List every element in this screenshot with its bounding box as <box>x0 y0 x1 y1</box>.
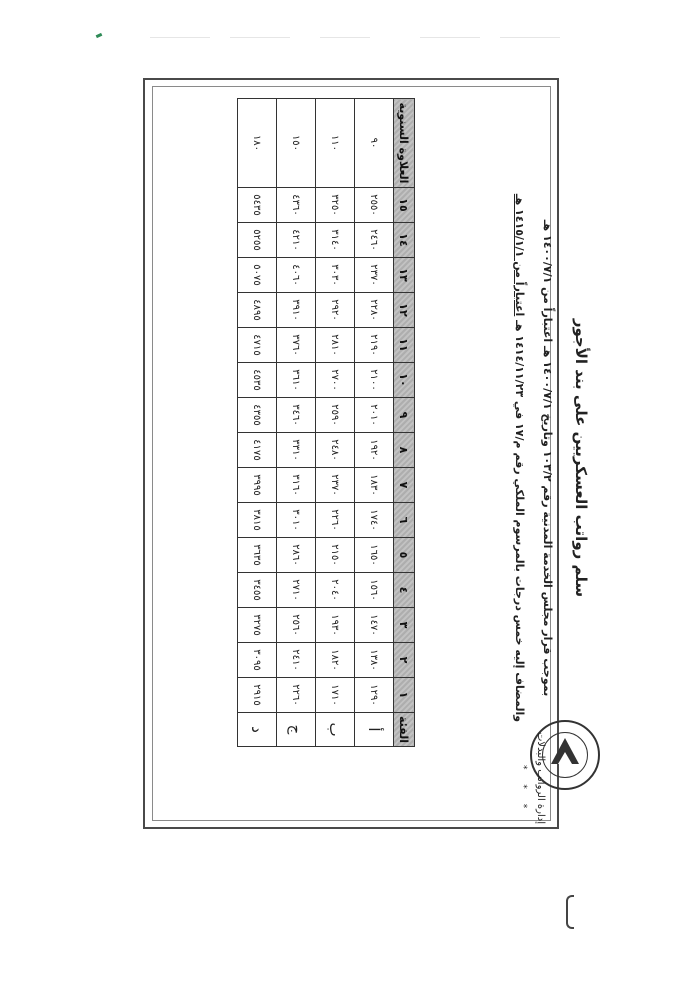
table-row <box>355 99 394 747</box>
note-prefix: والمضاف إليه خمس درجات بالمرسوم الملكي رقم م/١٧ في ١٤١٤/١١/٢٣ هـ <box>513 320 526 723</box>
table-cell: ٢٤٨٠ <box>316 433 355 468</box>
table-cell: ٢٧١٠ <box>277 573 316 608</box>
table-cell: ٢٧٠٠ <box>316 363 355 398</box>
table-cell: ٣٧٦٠ <box>277 328 316 363</box>
table-cell: ٣١٦٠ <box>277 468 316 503</box>
top-rule <box>320 37 370 38</box>
table-cell: ٣٨١٥ <box>238 503 277 538</box>
row-allowance: ١٥٠ <box>277 99 316 188</box>
stamp-caption: إدارة الرواتب والبدلات <box>535 731 546 825</box>
table-header-row <box>394 99 415 747</box>
table-cell: ٤٣٦٠ <box>277 188 316 223</box>
table-cell: ٥٤٣٥ <box>238 188 277 223</box>
table-cell: ٢٢٦٠ <box>277 678 316 713</box>
table-cell: ٢٢٦٠ <box>316 503 355 538</box>
table-cell: ٢٩٢٠ <box>316 293 355 328</box>
top-rule <box>230 37 290 38</box>
table-cell: ٢٩١٥ <box>238 678 277 713</box>
header-grade: ١٥ <box>394 188 415 223</box>
header-grade: ٤ <box>394 573 415 608</box>
table-cell: ٢٣٧٠ <box>355 258 394 293</box>
table-cell: ٣٠٣٠ <box>316 258 355 293</box>
stamp-stars: * * * <box>518 765 528 815</box>
table-cell: ٣٣١٠ <box>277 433 316 468</box>
table-cell: ٣٤٥٥ <box>238 573 277 608</box>
table-cell: ٤٠٦٠ <box>277 258 316 293</box>
header-grade: ٢ <box>394 643 415 678</box>
table-cell: ٢١٥٠ <box>316 538 355 573</box>
table-cell: ٣٩١٠ <box>277 293 316 328</box>
document-note <box>513 108 526 808</box>
table-cell: ٣١٤٠ <box>316 223 355 258</box>
row-category: أ <box>355 713 394 747</box>
table-cell: ١٢٩٠ <box>355 678 394 713</box>
table-cell: ٣٢٧٥ <box>238 608 277 643</box>
header-category: الفئة <box>394 713 415 747</box>
table-cell: ٢٥٥٠ <box>355 188 394 223</box>
table-cell: ١٦٥٠ <box>355 538 394 573</box>
table-cell: ٤٨٩٥ <box>238 293 277 328</box>
table-cell: ١٩٢٠ <box>355 433 394 468</box>
seal-emblem-cutout <box>558 752 572 764</box>
header-grade: ٧ <box>394 468 415 503</box>
table-cell: ٢١٩٠ <box>355 328 394 363</box>
header-grade: ١٣ <box>394 258 415 293</box>
table-cell: ٥٢٥٥ <box>238 223 277 258</box>
table-cell: ٤٢١٠ <box>277 223 316 258</box>
table-cell: ٣٩٩٥ <box>238 468 277 503</box>
table-cell: ١٤٧٠ <box>355 608 394 643</box>
document-title: سلم رواتب العسكريين على بند الأجور <box>572 318 590 598</box>
table-cell: ٢٣٧٠ <box>316 468 355 503</box>
header-grade: ٣ <box>394 608 415 643</box>
row-allowance: ٩٠ <box>355 99 394 188</box>
salary-table <box>237 98 415 747</box>
corner-mark <box>96 33 103 38</box>
table-cell: ٤٧١٥ <box>238 328 277 363</box>
table-cell: ٣٤٦٠ <box>277 398 316 433</box>
top-rule <box>150 37 210 38</box>
table-cell: ٤٣٥٥ <box>238 398 277 433</box>
table-cell: ٢٢٨٠ <box>355 293 394 328</box>
table-cell: ١٨٣٠ <box>355 468 394 503</box>
table-cell: ٢٤٦٠ <box>355 223 394 258</box>
table-cell: ١٥٦٠ <box>355 573 394 608</box>
table-row <box>238 99 277 747</box>
note-effective: اعتباراً من ١٤١٥/١/١ هـ <box>513 193 526 317</box>
table-row <box>277 99 316 747</box>
row-category: ب <box>316 713 355 747</box>
document-subtitle: بموجب قرار مجلس الخدمة المدنية رقم ١٠٣/٢ وتاريخ ١٤٠٠/٧/١ هـ اعتباراً من ١٤٠٠/٧/١ هـ <box>541 219 554 697</box>
table-cell: ٣٠١٠ <box>277 503 316 538</box>
header-allowance: العلاوة السنوية <box>394 99 415 188</box>
table-cell: ١٧٤٠ <box>355 503 394 538</box>
table-cell: ١٩٣٠ <box>316 608 355 643</box>
table-cell: ٢٤١٠ <box>277 643 316 678</box>
table-cell: ٥٠٧٥ <box>238 258 277 293</box>
table-cell: ١٧١٠ <box>316 678 355 713</box>
rotated-document <box>200 102 590 808</box>
header-grade: ١١ <box>394 328 415 363</box>
table-cell: ٣٠٩٥ <box>238 643 277 678</box>
header-grade: ١٢ <box>394 293 415 328</box>
header-grade: ١٤ <box>394 223 415 258</box>
top-rule <box>420 37 480 38</box>
header-grade: ١ <box>394 678 415 713</box>
header-grade: ٥ <box>394 538 415 573</box>
table-row <box>316 99 355 747</box>
table-cell: ٢٨٦٠ <box>277 538 316 573</box>
table-cell: ٤١٧٥ <box>238 433 277 468</box>
table-cell: ١٨٢٠ <box>316 643 355 678</box>
binder-mark <box>566 895 574 929</box>
row-category: د <box>238 713 277 747</box>
row-allowance: ١٨٠ <box>238 99 277 188</box>
row-allowance: ١١٠ <box>316 99 355 188</box>
table-cell: ٢٠١٠ <box>355 398 394 433</box>
table-cell: ٢١٠٠ <box>355 363 394 398</box>
table-cell: ٢٥٦٠ <box>277 608 316 643</box>
table-cell: ٣٢٥٠ <box>316 188 355 223</box>
header-grade: ٦ <box>394 503 415 538</box>
table-cell: ٢٥٩٠ <box>316 398 355 433</box>
table-cell: ٤٥٣٥ <box>238 363 277 398</box>
header-grade: ٨ <box>394 433 415 468</box>
header-grade: ١٠ <box>394 363 415 398</box>
row-category: ج <box>277 713 316 747</box>
table-cell: ٣٦٣٥ <box>238 538 277 573</box>
table-cell: ٣٦١٠ <box>277 363 316 398</box>
top-rule <box>500 37 560 38</box>
table-cell: ٢٨١٠ <box>316 328 355 363</box>
table-cell: ١٣٨٠ <box>355 643 394 678</box>
header-grade: ٩ <box>394 398 415 433</box>
table-cell: ٢٠٤٠ <box>316 573 355 608</box>
